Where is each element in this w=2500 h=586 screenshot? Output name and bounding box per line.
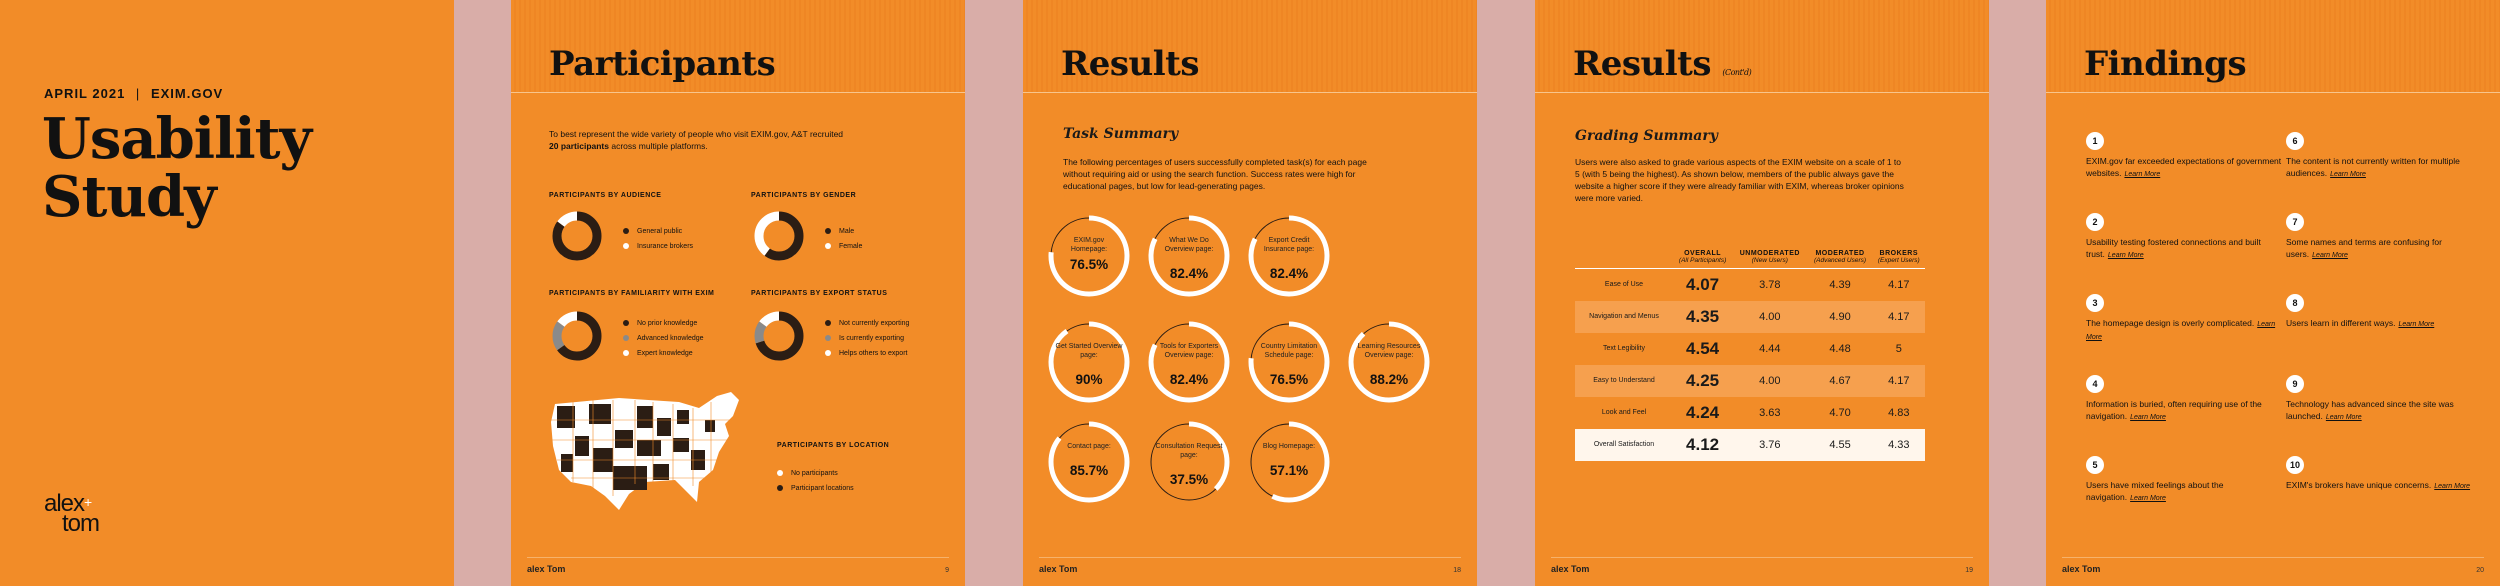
learn-more-link[interactable]: Learn More xyxy=(2130,494,2166,502)
score-cell: 4.90 xyxy=(1807,301,1872,333)
score-cell: 4.67 xyxy=(1807,365,1872,397)
findings-page xyxy=(2046,0,2500,586)
finding-text: Users have mixed feelings about the navigation. Learn More xyxy=(2086,480,2224,502)
finding-item xyxy=(2086,132,2286,180)
finding-text: EXIM.gov far exceeded expectations of government websites. Learn More xyxy=(2086,156,2282,178)
learn-more-link[interactable]: Learn More xyxy=(2325,413,2362,421)
learn-more-link[interactable]: Learn More xyxy=(2434,483,2471,490)
score-cell: 5 xyxy=(1895,342,1902,355)
footer-logo: alex Tom xyxy=(1039,564,1078,574)
ring-arc xyxy=(1351,324,1427,400)
export-donut xyxy=(751,308,807,364)
finding-number: 4 xyxy=(2086,375,2104,393)
score-cell: 4.48 xyxy=(1829,342,1851,355)
success-ring xyxy=(1047,420,1131,504)
success-ring xyxy=(1247,320,1331,404)
learn-more-link[interactable]: Learn More xyxy=(2330,170,2366,178)
task-summary-heading: Task Summary xyxy=(1063,126,1179,142)
page-title: Participants xyxy=(549,44,776,84)
familiarity-label: PARTICIPANTS BY FAMILIARITY WITH EXIM xyxy=(549,290,715,297)
score-cell: 4.70 xyxy=(1829,406,1851,419)
location-label: PARTICIPANTS BY LOCATION xyxy=(777,442,890,449)
learn-more-link[interactable]: Learn More xyxy=(2398,321,2435,328)
finding-item xyxy=(2286,132,2486,180)
finding-number: 2 xyxy=(2086,213,2104,231)
ring-label: Tools for Exporters Overview page: xyxy=(1159,343,1219,359)
finding-item xyxy=(2286,213,2486,261)
success-ring xyxy=(1047,320,1131,404)
finding-item xyxy=(2086,456,2286,504)
ring-value: 82.4% xyxy=(1169,266,1209,281)
finding-item xyxy=(2086,375,2286,423)
success-ring xyxy=(1347,320,1431,404)
table-row xyxy=(1575,269,1925,301)
ring-label: Get Started Overview page: xyxy=(1055,343,1123,359)
finding-number: 1 xyxy=(2086,132,2104,150)
score-cell: 4.00 xyxy=(1732,365,1807,397)
ring-value: 90% xyxy=(1075,372,1103,387)
footer-logo: alex Tom xyxy=(1551,564,1590,574)
page-number: 20 xyxy=(2476,567,2484,574)
learn-more-link[interactable]: Learn More xyxy=(2124,170,2161,178)
score-cell: 4.07 xyxy=(1686,274,1720,294)
page-title: Results (Cont'd) xyxy=(1573,44,1752,84)
row-label: Overall Satisfaction xyxy=(1575,429,1673,461)
score-cell: 4.44 xyxy=(1759,342,1781,355)
export-legend: Not currently exporting Is currently exporting Helps others to export xyxy=(825,316,909,361)
ring-label: Country Limitation Schedule page: xyxy=(1260,343,1318,359)
footer-logo: alex Tom xyxy=(527,564,566,574)
page-title: Results xyxy=(1061,44,1200,84)
task-summary-body: The following percentages of users successfully completed task(s) for each page without requiring aid or using the search function. Success rates were high for educational pages, but low for lead-generating pages. xyxy=(1063,157,1367,191)
finding-item xyxy=(2086,213,2286,261)
familiarity-legend: No prior knowledge Advanced knowledge Expert knowledge xyxy=(623,316,704,361)
score-cell: 4.17 xyxy=(1888,278,1910,291)
score-cell: 4.25 xyxy=(1673,365,1732,397)
finding-item xyxy=(2286,294,2486,331)
finding-number: 5 xyxy=(2086,456,2104,474)
score-cell: 4.54 xyxy=(1686,338,1720,358)
score-cell: 4.33 xyxy=(1873,429,1925,461)
success-ring xyxy=(1247,420,1331,504)
success-ring xyxy=(1147,214,1231,298)
ring-value: 76.5% xyxy=(1269,372,1309,387)
familiarity-donut xyxy=(549,308,605,364)
gender-label: PARTICIPANTS BY GENDER xyxy=(751,192,857,199)
location-legend: No participants Participant locations xyxy=(777,466,854,496)
ring-label: Blog Homepage: xyxy=(1262,443,1316,450)
finding-item xyxy=(2286,375,2486,423)
ring-label: What We Do Overview page: xyxy=(1164,237,1214,253)
gender-donut xyxy=(751,208,807,264)
finding-number: 7 xyxy=(2286,213,2304,231)
ring-value: 76.5% xyxy=(1069,257,1109,272)
cover-date: APRIL 2021 xyxy=(44,86,126,101)
table-row xyxy=(1575,333,1925,365)
success-ring xyxy=(1047,214,1131,298)
finding-text: Usability testing fostered connections and built trust. Learn More xyxy=(2086,237,2261,259)
export-label: PARTICIPANTS BY EXPORT STATUS xyxy=(751,290,888,297)
success-ring xyxy=(1147,420,1231,504)
alex-tom-logo: alex tom + xyxy=(44,490,100,537)
row-label: Ease of Use xyxy=(1604,281,1644,289)
finding-text: Technology has advanced since the site was launched. Learn More xyxy=(2286,399,2454,421)
finding-text: The content is not currently written for multiple audiences. Learn More xyxy=(2286,156,2460,178)
row-label: Easy to Understand xyxy=(1575,365,1673,397)
success-ring xyxy=(1247,214,1331,298)
finding-text: Some names and terms are confusing for users. Learn More xyxy=(2286,237,2442,259)
grading-summary-body: Users were also asked to grade various aspects of the EXIM website on a scale of 1 to 5 (with 5 being the highest). As shown below, members of the public always gave the website a higher score if they were already familiar with EXIM, whereas broker opinions were more varied. xyxy=(1575,157,1904,203)
col-header: UNMODERATED (New Users) xyxy=(1732,250,1807,269)
participants-intro: To best represent the wide variety of people who visit EXIM.gov, A&T recruited 20 participants across multiple platforms. xyxy=(549,129,844,151)
learn-more-link[interactable]: Learn More xyxy=(2312,251,2348,259)
cover-site: EXIM.GOV xyxy=(150,86,224,101)
cover-title: Usability Study xyxy=(42,106,312,230)
score-cell: 4.83 xyxy=(1888,406,1910,419)
page-number: 19 xyxy=(1965,567,1973,574)
cover-meta: APRIL 2021 | EXIM.GOV xyxy=(44,86,224,101)
ring-label: Consultation Request page: xyxy=(1155,443,1223,459)
score-cell: 4.55 xyxy=(1807,429,1872,461)
finding-text: Information is buried, often requiring use of the navigation. Learn More xyxy=(2086,399,2262,421)
table-row xyxy=(1575,365,1925,397)
finding-number: 3 xyxy=(2086,294,2104,312)
finding-item xyxy=(2086,294,2286,343)
ring-value: 57.1% xyxy=(1269,463,1309,478)
score-cell: 4.12 xyxy=(1673,429,1732,461)
gender-legend: Male Female xyxy=(825,224,862,254)
score-cell: 4.24 xyxy=(1686,402,1720,422)
learn-more-link[interactable]: Learn More xyxy=(2130,413,2166,421)
table-row xyxy=(1575,301,1925,333)
ring-value: 82.4% xyxy=(1169,372,1209,387)
ring-value: 88.2% xyxy=(1369,372,1409,387)
learn-more-link[interactable]: Learn More xyxy=(2107,251,2144,259)
page-number: 18 xyxy=(1453,567,1461,574)
score-cell: 3.63 xyxy=(1759,406,1781,419)
ring-label: EXIM.gov Homepage: xyxy=(1070,237,1108,253)
footer-logo: alex Tom xyxy=(2062,564,2101,574)
finding-number: 8 xyxy=(2286,294,2304,312)
ring-label: Contact page: xyxy=(1067,443,1111,450)
table-row xyxy=(1575,429,1925,461)
learn-more-link[interactable]: Learn More xyxy=(2086,321,2276,341)
col-header: OVERALL (All Participants) xyxy=(1673,250,1732,269)
score-cell: 4.35 xyxy=(1673,301,1732,333)
finding-item xyxy=(2286,456,2486,493)
grading-table xyxy=(1575,250,1925,461)
finding-text: The homepage design is overly complicated. Learn More xyxy=(2086,318,2276,341)
score-cell: 4.39 xyxy=(1829,278,1851,291)
finding-number: 6 xyxy=(2286,132,2304,150)
row-label: Look and Feel xyxy=(1601,409,1647,416)
audience-donut xyxy=(549,208,605,264)
col-header: BROKERS (Expert Users) xyxy=(1873,250,1925,269)
row-label: Navigation and Menus xyxy=(1575,301,1673,333)
page-number: 9 xyxy=(945,567,949,574)
score-cell: 3.78 xyxy=(1759,278,1781,291)
score-cell: 3.76 xyxy=(1732,429,1807,461)
finding-text: Users learn in different ways. Learn More xyxy=(2286,318,2435,328)
success-ring xyxy=(1147,320,1231,404)
results-page xyxy=(1023,0,1477,586)
grading-summary-heading: Grading Summary xyxy=(1575,128,1718,144)
ring-arc xyxy=(1051,324,1127,400)
audience-legend: General public Insurance brokers xyxy=(623,224,693,254)
row-label: Text Legibility xyxy=(1602,345,1646,352)
finding-text: EXIM's brokers have unique concerns. Learn More xyxy=(2286,480,2471,490)
cover-page xyxy=(0,0,454,586)
score-cell: 4.17 xyxy=(1873,365,1925,397)
score-cell: 4.17 xyxy=(1873,301,1925,333)
table-row xyxy=(1575,397,1925,429)
score-cell: 4.00 xyxy=(1732,301,1807,333)
grading-page xyxy=(1535,0,1989,586)
participants-page xyxy=(511,0,965,586)
ring-value: 85.7% xyxy=(1069,463,1109,478)
col-header: MODERATED (Advanced Users) xyxy=(1807,250,1872,269)
audience-label: PARTICIPANTS BY AUDIENCE xyxy=(549,192,662,199)
ring-label: Export Credit Insurance page: xyxy=(1263,237,1315,253)
ring-value: 82.4% xyxy=(1269,266,1309,281)
us-map xyxy=(549,390,749,516)
finding-number: 10 xyxy=(2286,456,2304,474)
finding-number: 9 xyxy=(2286,375,2304,393)
ring-label: Learning Resources Overview page: xyxy=(1357,343,1421,359)
ring-value: 37.5% xyxy=(1169,472,1209,487)
page-title: Findings xyxy=(2084,44,2247,84)
